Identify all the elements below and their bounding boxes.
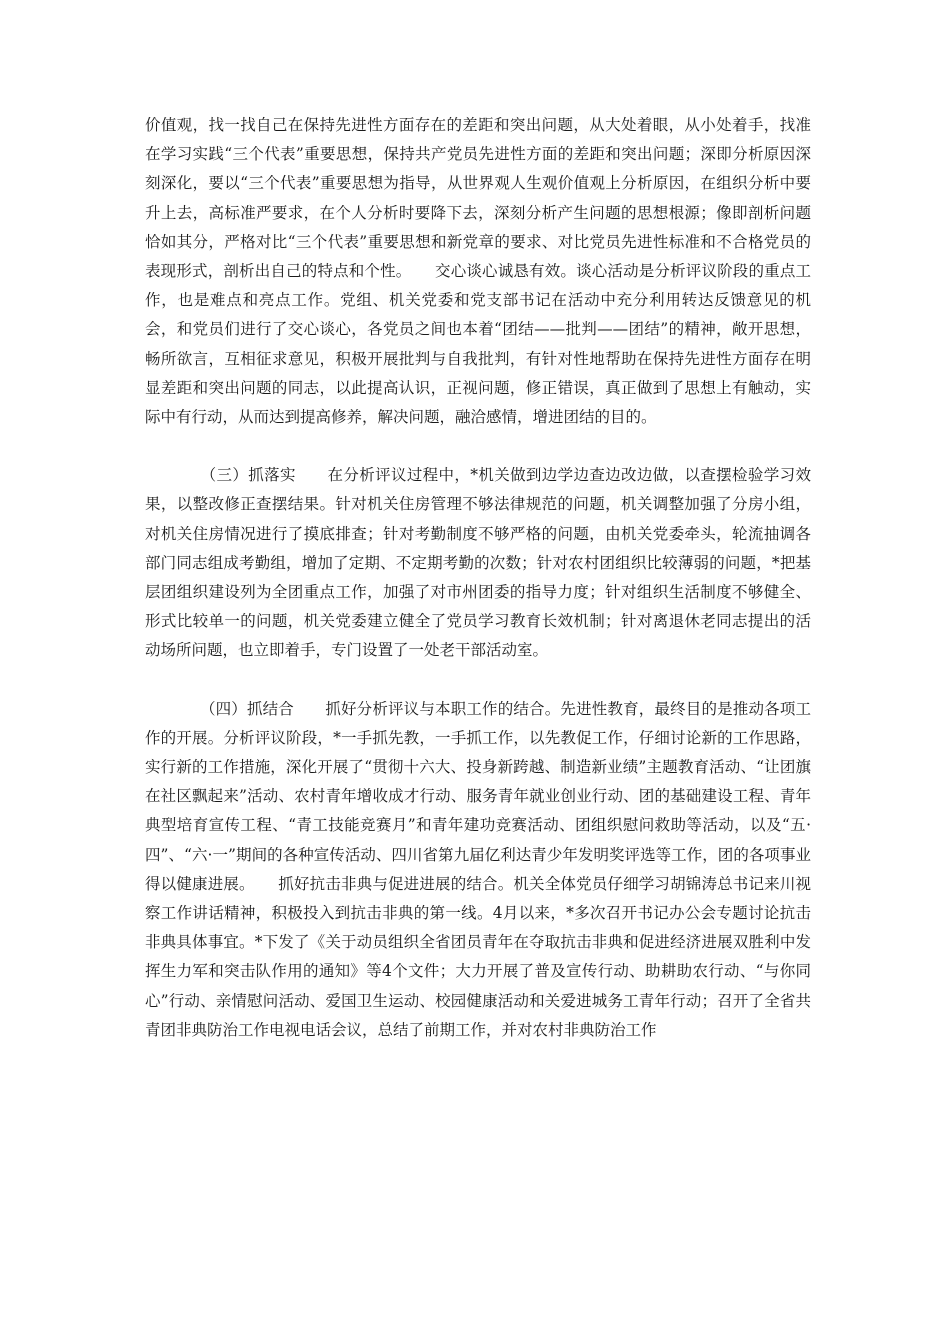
paragraph-integration: （四）抓结合 抓好分析评议与本职工作的结合。先进性教育，最终目的是推动各项工作的开展。分析评议阶段，*一手抓先教，一手抓工作，以先教促工作，仔细讨论新的工作思路，实行新的工作措施，深化开展了“贯彻十六大、投身新跨越、制造新业绩”主题教育活动、“让团旗在社区飘起来”活动、农村青年增收成才行动、服务青年就业创业行动、团的基础建设工程、青年典型培育宣传工程、“青工技能竞赛月”和青年建功竞赛活动、团组织慰问救助等活动，以及“五·四”、“六·一”期间的各种宣传活动、四川省第九届亿利达青少年发明奖评选等工作，团的各项事业得以健康进展。 抓好抗击非典与促进进展的结合。机关全体党员仔细学习胡锦涛总书记来川视察工作讲话精神，积极投入到抗击非典的第一线。4月以来，*多次召开书记办公会专题讨论抗击非典具体事宜。*下发了《关于动员组织全省团员青年在夺取抗击非典和促进经济进展双胜利中发挥生力军和突击队作用的通知》等4个文件；大力开展了普及宣传行动、助耕助农行动、“与你同心”行动、亲情慰问活动、爱国卫生运动、校园健康活动和关爱进城务工青年行动；召开了全省共青团非典防治工作电视电话会议，总结了前期工作，并对农村非典防治工作 xyxy=(145,699,811,1039)
paragraph-analysis-talk: 价值观，找一找自己在保持先进性方面存在的差距和突出问题，从大处着眼，从小处着手，找准在学习实践“三个代表”重要思想，保持共产党员先进性方面的差距和突出问题；深即分析原因深刻深化，要以“三个代表”重要思想为指导，从世界观人生观价值观上分析原因，在组织分析中要升上去，高标准严要求，在个人分析时要降下去，深刻分析产生问题的思想根源；像即剖析问题恰如其分，严格对比“三个代表”重要思想和新党章的要求、对比党员先进性标准和不合格党员的表现形式，剖析出自己的特点和个性。 交心谈心诚恳有效。谈心活动是分析评议阶段的重点工作，也是难点和亮点工作。党组、机关党委和党支部书记在活动中充分利用转达反馈意见的机会，和党员们进行了交心谈心，各党员之间也本着“团结——批判——团结”的精神，敞开思想，畅所欲言，互相征求意见，积极开展批判与自我批判，有针对性地帮助在保持先进性方面存在明显差距和突出问题的同志，以此提高认识，正视问题，修正错误，真正做到了思想上有触动，实际中有行动，从而达到提高修养，解决问题，融洽感情，增进团结的目的。 xyxy=(145,116,811,427)
paragraph-implementation: （三）抓落实 在分析评议过程中，*机关做到边学边查边改边做，以查摆检验学习效果，以整改修正查摆结果。针对机关住房管理不够法律规范的问题，机关调整加强了分房小组，对机关住房情况进行了摸底排查；针对考勤制度不够严格的问题，由机关党委牵头，轮流抽调各部门同志组成考勤组，增加了定期、不定期考勤的次数；针对农村团组织比较薄弱的问题，*把基层团组织建设列为全团重点工作，加强了对市州团委的指导力度；针对组织生活制度不够健全、形式比较单一的问题，机关党委建立健全了党员学习教育长效机制；针对离退休老同志提出的活动场所问题，也立即着手，专门设置了一处老干部活动室。 xyxy=(145,466,811,660)
paragraph-spacer xyxy=(145,432,811,461)
paragraph-spacer xyxy=(145,666,811,695)
document-body xyxy=(145,111,811,1045)
